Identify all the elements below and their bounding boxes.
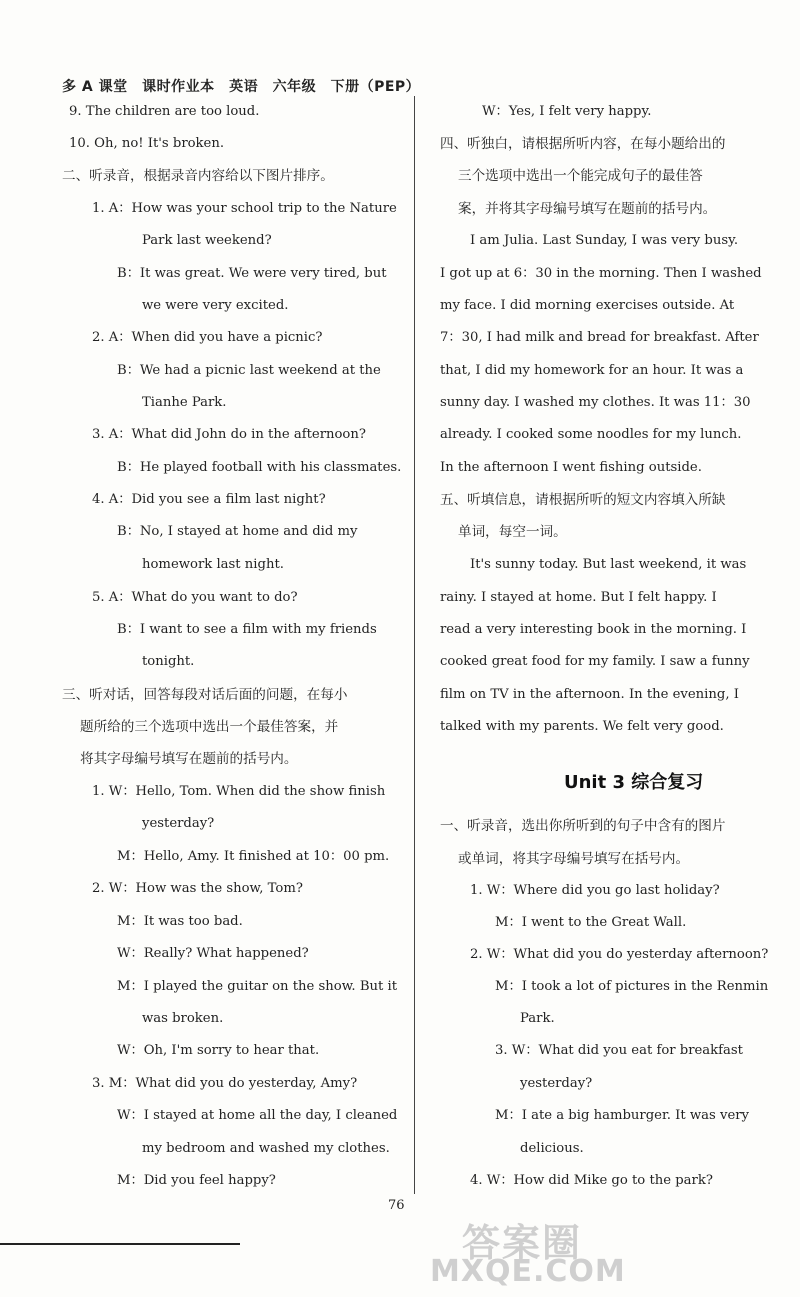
- text-line: I am Julia. Last Sunday, I was very busy.: [470, 233, 739, 248]
- bottom-rule: [0, 1243, 240, 1245]
- text-line: In the afternoon I went fishing outside.: [440, 460, 702, 475]
- text-line: W：I stayed at home all the day, I cleaned: [117, 1108, 398, 1123]
- text-line: we were very excited.: [142, 298, 289, 313]
- text-line: 4. A：Did you see a film last night?: [92, 492, 326, 507]
- watermark-logo-text: 答案圈: [462, 1221, 583, 1265]
- text-line: M：I ate a big hamburger. It was very: [495, 1108, 749, 1123]
- text-line: 3. W：What did you eat for breakfast: [495, 1043, 743, 1058]
- section-heading: 二、听录音，根据录音内容给以下图片排序。: [62, 168, 334, 184]
- text-line: 将其字母编号填写在题前的括号内。: [80, 751, 298, 767]
- page-number: 76: [388, 1198, 405, 1213]
- text-line: 或单词，将其字母编号填写在括号内。: [458, 851, 690, 867]
- section-heading: 五、听填信息，请根据所听的短文内容填入所缺: [440, 492, 726, 508]
- text-line: 1. W：Where did you go last holiday?: [470, 883, 720, 898]
- text-line: rainy. I stayed at home. But I felt happy. I: [440, 590, 717, 605]
- text-line: 3. M：What did you do yesterday, Amy?: [92, 1076, 358, 1091]
- text-line: 10. Oh, no! It's broken.: [69, 136, 225, 151]
- text-line: delicious.: [520, 1141, 584, 1156]
- watermark: [428, 1212, 788, 1292]
- text-line: M：I took a lot of pictures in the Renmin: [495, 979, 769, 994]
- text-line: B：No, I stayed at home and did my: [117, 524, 358, 539]
- text-line: homework last night.: [142, 557, 284, 572]
- text-line: 1. W：Hello, Tom. When did the show finish: [92, 784, 386, 799]
- text-line: 7：30, I had milk and bread for breakfast. After: [440, 330, 759, 345]
- text-line: M：I went to the Great Wall.: [495, 915, 687, 930]
- watermark-url: MXQE.COM: [430, 1254, 626, 1289]
- text-line: B：We had a picnic last weekend at the: [117, 363, 381, 378]
- text-line: M：Hello, Amy. It finished at 10：00 pm.: [117, 849, 390, 864]
- text-line: B：I want to see a film with my friends: [117, 622, 377, 637]
- text-line: 1. A：How was your school trip to the Nature: [92, 201, 397, 216]
- text-line: 2. W：What did you do yesterday afternoon?: [470, 947, 769, 962]
- text-line: yesterday?: [520, 1076, 593, 1091]
- text-line: W：Yes, I felt very happy.: [482, 104, 652, 119]
- text-line: M：Did you feel happy?: [117, 1173, 276, 1188]
- column-divider: [414, 96, 415, 1194]
- text-line: cooked great food for my family. I saw a funny: [440, 654, 750, 669]
- text-line: talked with my parents. We felt very good.: [440, 719, 724, 734]
- text-line: Tianhe Park.: [142, 395, 227, 410]
- text-line: W：Oh, I'm sorry to hear that.: [117, 1043, 320, 1058]
- text-line: read a very interesting book in the morning. I: [440, 622, 747, 637]
- text-line: I got up at 6：30 in the morning. Then I washed: [440, 266, 762, 281]
- text-line: W：Really? What happened?: [117, 946, 309, 961]
- section-heading: 四、听独白，请根据所听内容，在每小题给出的: [440, 136, 726, 152]
- text-line: 案，并将其字母编号填写在题前的括号内。: [458, 201, 717, 217]
- text-line: my bedroom and washed my clothes.: [142, 1141, 390, 1156]
- section-heading: 三、听对话，回答每段对话后面的问题，在每小: [62, 687, 348, 703]
- text-line: 三个选项中选出一个能完成句子的最佳答: [458, 168, 703, 184]
- text-line: 2. A：When did you have a picnic?: [92, 330, 323, 345]
- text-line: 题所给的三个选项中选出一个最佳答案，并: [80, 719, 339, 735]
- text-line: film on TV in the afternoon. In the evening, I: [440, 687, 739, 702]
- text-line: B：It was great. We were very tired, but: [117, 266, 387, 281]
- unit-title: Unit 3 综合复习: [564, 772, 704, 793]
- text-line: was broken.: [142, 1011, 224, 1026]
- page-header: 多 A 课堂 课时作业本 英语 六年级 下册（PEP）: [62, 79, 421, 95]
- text-line: 3. A：What did John do in the afternoon?: [92, 427, 366, 442]
- text-line: It's sunny today. But last weekend, it was: [470, 557, 747, 572]
- text-line: 5. A：What do you want to do?: [92, 590, 298, 605]
- text-line: 2. W：How was the show, Tom?: [92, 881, 303, 896]
- section-heading: 一、听录音，选出你所听到的句子中含有的图片: [440, 818, 726, 834]
- text-line: my face. I did morning exercises outside. At: [440, 298, 735, 313]
- text-line: yesterday?: [142, 816, 215, 831]
- text-line: B：He played football with his classmates.: [117, 460, 402, 475]
- text-line: 单词，每空一词。: [458, 524, 567, 540]
- text-line: Park last weekend?: [142, 233, 272, 248]
- text-line: sunny day. I washed my clothes. It was 11：30: [440, 395, 751, 410]
- text-line: 4. W：How did Mike go to the park?: [470, 1173, 713, 1188]
- text-line: Park.: [520, 1011, 555, 1026]
- text-line: M：It was too bad.: [117, 914, 243, 929]
- text-line: that, I did my homework for an hour. It was a: [440, 363, 744, 378]
- text-line: M：I played the guitar on the show. But it: [117, 979, 398, 994]
- text-line: 9. The children are too loud.: [69, 104, 260, 119]
- text-line: tonight.: [142, 654, 195, 669]
- text-line: already. I cooked some noodles for my lunch.: [440, 427, 742, 442]
